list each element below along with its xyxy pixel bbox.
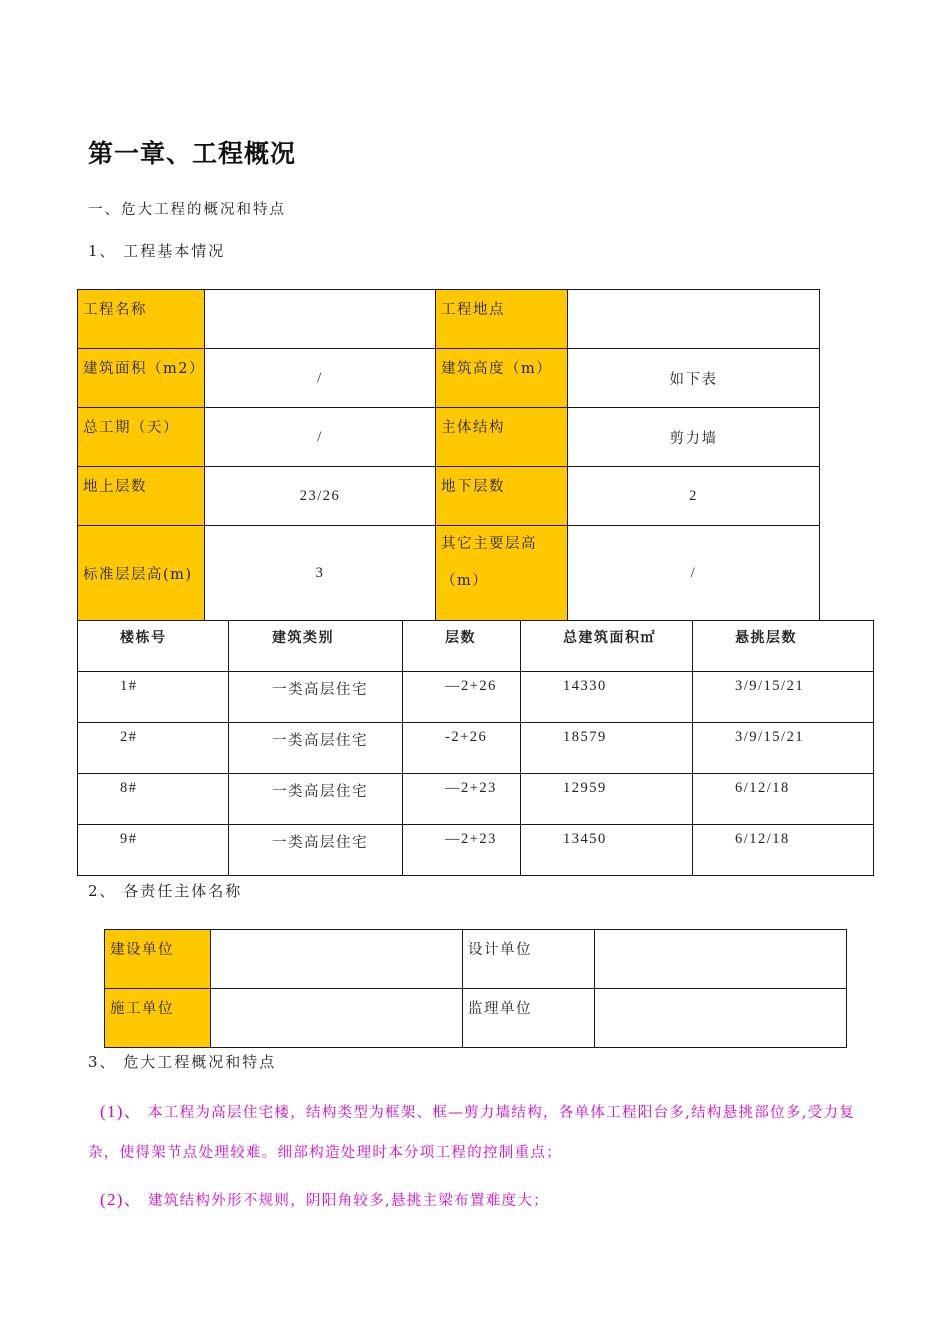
value-cell: / xyxy=(205,349,436,408)
table-cell: -2+26 xyxy=(403,723,521,774)
subsection-basic-info: 1、 工程基本情况 xyxy=(88,242,226,260)
value-cell: 如下表 xyxy=(568,349,820,408)
column-header: 楼栋号 xyxy=(78,621,229,672)
value-cell xyxy=(595,989,847,1048)
label-cell: 建筑高度（m） xyxy=(436,349,568,408)
table-cell: 6/12/18 xyxy=(693,774,874,825)
table-cell: —2+26 xyxy=(403,672,521,723)
value-cell: 剪力墙 xyxy=(568,408,820,467)
point-text: 本工程为高层住宅楼，结构类型为框架、框—剪力墙结构，各单体工程阳台多,结构悬挑部位多,受力复杂，使得架节点处理较难。细部构造处理时本分项工程的控制重点； xyxy=(88,1105,856,1161)
table-row xyxy=(78,467,820,526)
value-cell: 3 xyxy=(205,526,436,621)
table-cell: 2# xyxy=(78,723,229,774)
point-number: (1)、 xyxy=(100,1102,143,1121)
table-cell: 1# xyxy=(78,672,229,723)
label-cell: 地上层数 xyxy=(78,467,205,526)
table-cell: —2+23 xyxy=(403,825,521,876)
column-header: 层数 xyxy=(403,621,521,672)
table-cell: 一类高层住宅 xyxy=(229,825,403,876)
label-cell: 工程地点 xyxy=(436,290,568,349)
point-number: (2)、 xyxy=(100,1190,143,1209)
table-cell: 12959 xyxy=(521,774,693,825)
table-row xyxy=(78,290,820,349)
section-heading: 一、危大工程的概况和特点 xyxy=(88,202,286,218)
value-cell xyxy=(568,290,820,349)
table-cell: 3/9/15/21 xyxy=(693,723,874,774)
column-header: 总建筑面积㎡ xyxy=(521,621,693,672)
label-cell: 标准层层高(m) xyxy=(78,526,205,621)
chapter-title: 第一章、工程概况 xyxy=(88,139,297,168)
value-cell xyxy=(211,989,463,1048)
label-cell: 监理单位 xyxy=(463,989,595,1048)
column-header: 建筑类别 xyxy=(229,621,403,672)
value-cell: / xyxy=(205,408,436,467)
table-cell: 8# xyxy=(78,774,229,825)
table-cell: 6/12/18 xyxy=(693,825,874,876)
table-cell: 9# xyxy=(78,825,229,876)
table-row xyxy=(78,825,874,876)
table-cell: —2+23 xyxy=(403,774,521,825)
basic-info-table xyxy=(77,289,820,621)
label-cell: 设计单位 xyxy=(463,930,595,989)
label-cell: 总工期（天） xyxy=(78,408,205,467)
table-cell: 14330 xyxy=(521,672,693,723)
table-row xyxy=(78,526,820,621)
label-cell: 建设单位 xyxy=(105,930,211,989)
value-cell xyxy=(595,930,847,989)
column-header: 悬挑层数 xyxy=(693,621,874,672)
subsection-features: 3、 危大工程概况和特点 xyxy=(88,1053,277,1071)
value-cell: 2 xyxy=(568,467,820,526)
label-cell: 施工单位 xyxy=(105,989,211,1048)
table-cell: 一类高层住宅 xyxy=(229,723,403,774)
table-row xyxy=(78,774,874,825)
table-cell: 3/9/15/21 xyxy=(693,672,874,723)
parties-table xyxy=(104,929,847,1048)
table-row xyxy=(105,989,847,1048)
label-cell: 其它主要层高（m） xyxy=(436,526,568,621)
label-cell: 建筑面积（m2） xyxy=(78,349,205,408)
label-cell: 主体结构 xyxy=(436,408,568,467)
table-row xyxy=(78,672,874,723)
building-table xyxy=(77,620,874,876)
label-cell: 工程名称 xyxy=(78,290,205,349)
value-cell xyxy=(205,290,436,349)
table-header-row xyxy=(78,621,874,672)
point-text: 建筑结构外形不规则，阴阳角较多,悬挑主梁布置难度大； xyxy=(148,1193,549,1209)
table-row xyxy=(78,408,820,467)
subsection-parties: 2、 各责任主体名称 xyxy=(88,882,243,900)
label-cell: 地下层数 xyxy=(436,467,568,526)
feature-point-1 xyxy=(88,1092,878,1173)
value-cell: 23/26 xyxy=(205,467,436,526)
table-row xyxy=(78,723,874,774)
table-row xyxy=(78,349,820,408)
value-cell xyxy=(211,930,463,989)
feature-point-2 xyxy=(88,1180,878,1221)
table-cell: 一类高层住宅 xyxy=(229,774,403,825)
table-row xyxy=(105,930,847,989)
table-cell: 18579 xyxy=(521,723,693,774)
table-cell: 一类高层住宅 xyxy=(229,672,403,723)
table-cell: 13450 xyxy=(521,825,693,876)
value-cell: / xyxy=(568,526,820,621)
